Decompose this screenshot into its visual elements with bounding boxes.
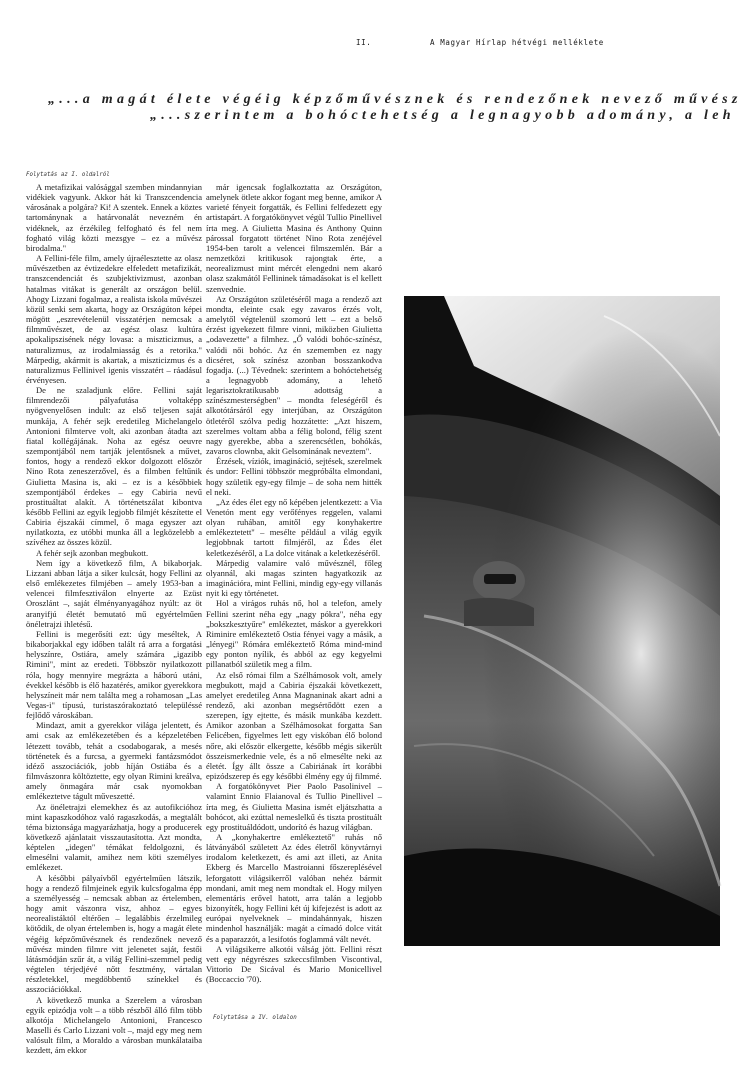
paragraph: A Fellini-féle film, amely újraélesztette az olasz művészetben az évtizedekre elfeledett metafizikát, transzcendenciát és szubjektivizmust, azonban hatalmas vitákat is generált az országon belül. Ahogy Lizzani fogalmaz, a realista iskola művészei közül senki sem akarta, hogy az Országúton képei mögött „eszrevételenül visszatérjen nemcsak a filmművészet, de az egész olasz kultúra apokalipszisének négy lovasa: a miszticizmus, a naturalizmus, az irodalmiasság és a retorika." Márpedig, akármit is akartak, a miszticizmus és a naturalizmus Fellinivel igenis visszatért – ráadásul érvényesen.	[26, 253, 202, 385]
paragraph: Nem így a következő film, A bikaborjak. Lizzani abban látja a siker kulcsát, hogy Fellini az első emlékezetes filmjében – amely 1953-ban a velencei filmfesztiválon elnyerte az Ezüst Oroszlánt –, saját élményanyagához nyúlt: az öt aranyifjú életét bemutató mű egyértelműen önéletrajzi ihletésű.	[26, 557, 202, 629]
paragraph: A „konyhakertre emlékeztető" ruhás nő látványából született Az édes életről könyvtárnyi irodalom keletkezett, és ami azt illeti, az Anita Ekberg és Marcello Mastroianni főszereplésével leforgatott világsikerről valóban nehéz bármit mondani, amit meg nem mondtak el. Hogy milyen elementáris erővel hatott, arra talán a legjobb bizonyíték, hogy Fellini két új kifejezést is adott az európai nyelveknek – mindahánnyak, hiszen mindenhol használják: magát a címadó dolce vitát és a paparazzót, a lesifotós foglammá vált nevét.	[206, 832, 382, 944]
paragraph: Mindazt, amit a gyerekkor világa jelentett, és ami csak az emlékezetében és a képzeletében létezett tovább, tehát a csodabogarak, a mesés történetek és a furcsa, a gyermeki fantázsmódot idéző asszociációk, jobb híján Ostiába és a filmvászonra költöztette, egy olyan Rimini kreálva, amely önmagára már csak nyomokban emlékeztetve tágult műveszetté.	[26, 720, 202, 802]
paragraph: A későbbi pályaívből egyértelműen látszik, hogy a rendező filmjeinek egyik kulcsfogalma épp a személyesség – nemcsak abban az értelemben, hogy amit vászonra visz, ahhoz – egyes neorealistáktól eltérően – legalábbis érzelmileg kötődik, de olyan értelemben is, hogy a magát élete végéig képzőművésznek és rendezőnek nevező művész minden filmre vitt jelenetet saját, festői látásmódján szűr át, a világ Fellini-szemmel pedig végtelen térjedjévé nőtt fesztmény, vártalan részletekkel, megdöbbentő színekkel és asszociációkkal.	[26, 872, 202, 995]
paragraph: „Az édes élet egy nő képében jelentkezett: a Via Venetón ment egy verőfényes reggelen, valami olyan ruhában, amitől egy konyhakertre emlékeztetett" – mesélte például a világ egyik legjobbnak tartott filmjéről, az Édes élet keletkezéséről, a La dolce vitának a keletkezéséről.	[206, 496, 382, 558]
pull-quote-1: „...a magát élete végéig képzőművésznek és rendezőnek nevező művész	[48, 92, 742, 107]
supplement-title: A Magyar Hírlap hétvégi melléklete	[430, 38, 604, 47]
continued-on-note: Folytatása a IV. oldalon	[213, 1015, 297, 1021]
article-column-left	[26, 182, 202, 1056]
paragraph: A forgatókönyvet Pier Paolo Pasolinivel – valamint Ennio Flaianoval és Tullio Pinellivel – írta meg, és Giulietta Masina ismét eljátszhatta a bohócot, aki ezúttal nemeslelkű és tiszta prostituált egy prostituáldódott, undorító és hazug világban.	[206, 781, 382, 832]
pull-quote-2: „...szerintem a bohóctehetség a legnagyobb adomány, a leh	[150, 108, 735, 123]
article-column-middle	[206, 182, 382, 992]
paragraph: már igencsak foglalkoztatta az Országúton, amelynek ötlete akkor fogant meg benne, amikor A varieté fényeit forgatták, és Fellini felfedezett egy artistapárt. A forgatókönyvet végül Tullio Pinellivel írta meg. A Giulietta Masina és Anthony Quinn párossal forgatott történet Nino Rota zenéjével 1954-ben tarolt a velencei filmszemlén. Bár a nemzetközi kritikusok rajongtak érte, a neorealizmust mint mércét elengedni nem akaró olasz szakmától Fellininek támadásokat is el kellett szenvednie.	[206, 182, 382, 294]
paragraph: De ne szaladjunk előre. Fellini saját filmrendezői pályafutása voltaképp nyögvenyelősen indult: az első teljesen saját munkája, A fehér sejk eredetileg Michelangelo Antonioni filmterve volt, aki azonban átadta azt fiatal kollégájának. Noha az egész oeuvre szempontjából nem tartják jelentősnek a művet, fontos, hogy a rendező ekkor dolgozott először Nino Rota zeneszerzővel, és a filmben feltűnik Giulietta Masina is, aki – ez is a későbbiek szempontjából érdekes – egy Cabiria nevű prostituáltat alakít. A történetszálat kibontva később Fellini az egyik legjobb filmjét készítette el Cabiria éjszakái címmel, ő maga egyszer azt nyilatkozta, ez utóbbi munka áll a legközelebb a szívéhez az összes közül.	[26, 385, 202, 548]
paragraph: A következő munka a Szerelem a városban egyik epizódja volt – a több részből álló film több alkotója Michelangelo Antonioni, Francesco Maselli és Carlo Lizzani volt –, majd egy meg nem valósult film, a Moraldo a városban munkálataiba kezdett, ám ekkor	[26, 994, 202, 1056]
paragraph: Érzések, víziók, imagináció, sejtések, szerelmek és undor: Fellini többször megpróbálta elmondani, hogy születik egy-egy filmje – de soha nem hitték el neki.	[206, 456, 382, 497]
page-header	[0, 38, 720, 52]
paragraph: A metafizikai valósággal szemben mindannyian vidékiek vagyunk. Akkor hát ki Transzcendencia városának a polgára? Ki! A szentek. Ennek a köztes tartománynak a határvonalát nevezném én vidéknek, az érzékileg felfogható és fel nem fogható világ közti mezsgye – ez a művész birodalma."	[26, 182, 202, 253]
page-number: II.	[356, 38, 372, 47]
paragraph: Az önéletrajzi elemekhez és az autofikcióhoz mint kapaszkodóhoz való ragaszkodás, a megtalált téma biztonsága magyarázhatja, hogy a producerek következő ajánlatait visszautasította. Azt mondta, képtelen „idegen" témákat feldolgozni, és elmesélni valamit, amihez nem köti személyes emlékezet.	[26, 801, 202, 873]
paragraph: Márpedig valamire való művésznél, főleg olyannál, aki magas szinten hagyatkozik az imaginációra, mint Fellini, mindig egy-egy villanás nyit ki egy történetet.	[206, 557, 382, 599]
photo-car-interior	[404, 296, 720, 946]
paragraph: A fehér sejk azonban megbukott.	[36, 547, 149, 558]
paragraph: A világsikerre alkotói válság jött. Fellini részt vett egy négyrészes szkeccsfilmben Viscontival, Vittorio De Sicával és Mario Monicellivel (Boccaccio '70).	[206, 943, 382, 985]
continued-from-note: Folytatás az I. oldalról	[26, 172, 110, 178]
paragraph: Fellini is megerősíti ezt: úgy meséltek, A bikaborjakkal egy időben talált rá arra a forgatási helyszínre, Ostiára, amely számára „igazibb Rimini", mint az eredeti. Többször nyilatkozott róla, hogy mennyire megrázta a háború utáni, évekkel később is élő hazatérés, amikor gyerekkora helyszíneit már nem találta meg a rohamosan „Las Vegas-i" típusú, turistaszórakoztató településsé fejlődő városkában.	[26, 628, 202, 721]
paragraph: Az Országúton születéséről maga a rendező azt mondta, eleinte csak egy zavaros érzés volt, amelytől végtelenül szomorú lett – ezt a belső érzést igyekezett filmre vinni, miközben Giulietta „odavezette" a filmhez. „Ő valódi bohóc-színész, valódi női bohóc. Az én szememben ez nagy dicséret, sok színész azonban bosszankodva fogadja. (...) Tévednek: szerintem a bohóctehetség a legnagyobb adomány, a lehető legarisztokratikusabb adottság a színészmesterségben" – mondta feleségéről és alkotótársáról egy interjúban, az Országúton ötletéről szólva pedig hozzátette: „Azt hiszem, szerelmes voltam abba a félig bolond, félig szent nagy gyerekbe, abba a szerencsétlen, bohókás, zavaros clownba, akit Gelsominának neveztem".	[206, 293, 382, 457]
paragraph: Hol a virágos ruhás nő, hol a telefon, amely Fellini szerint néha egy „nagy pókra", néha egy „bokszkesztyűre" emlékeztet, máskor a gyerekkori Riminire emlékeztető Ostia fényei vagy a másik, a „lényegi" Rómára emlékeztető Róma mind-mind egy ponton nyílik, és abból az egy kegyelmi pillanatból születik meg a film.	[206, 598, 382, 670]
paragraph: Az első római film a Szélhámosok volt, amely megbukott, majd a Cabiria éjszakái következett, amelyet eredetileg Anna Magnaninak akart adni a rendező, aki azonban megsértődött ezen a szerepen, így ejtette, és másik munkába kezdett. Amikor azonban a Szélhámosokat forgatta San Felicében, figyelmes lett egy viskóban élő bolond nőre, aki először elkergette, később mégis sikerült összeismerkednie vele, és a nő elmesélte neki az életét. Így állt össze a Cabiriának írt korábbi epizódszerep és egy későbbi élmény egy új filmmé.	[206, 669, 382, 782]
